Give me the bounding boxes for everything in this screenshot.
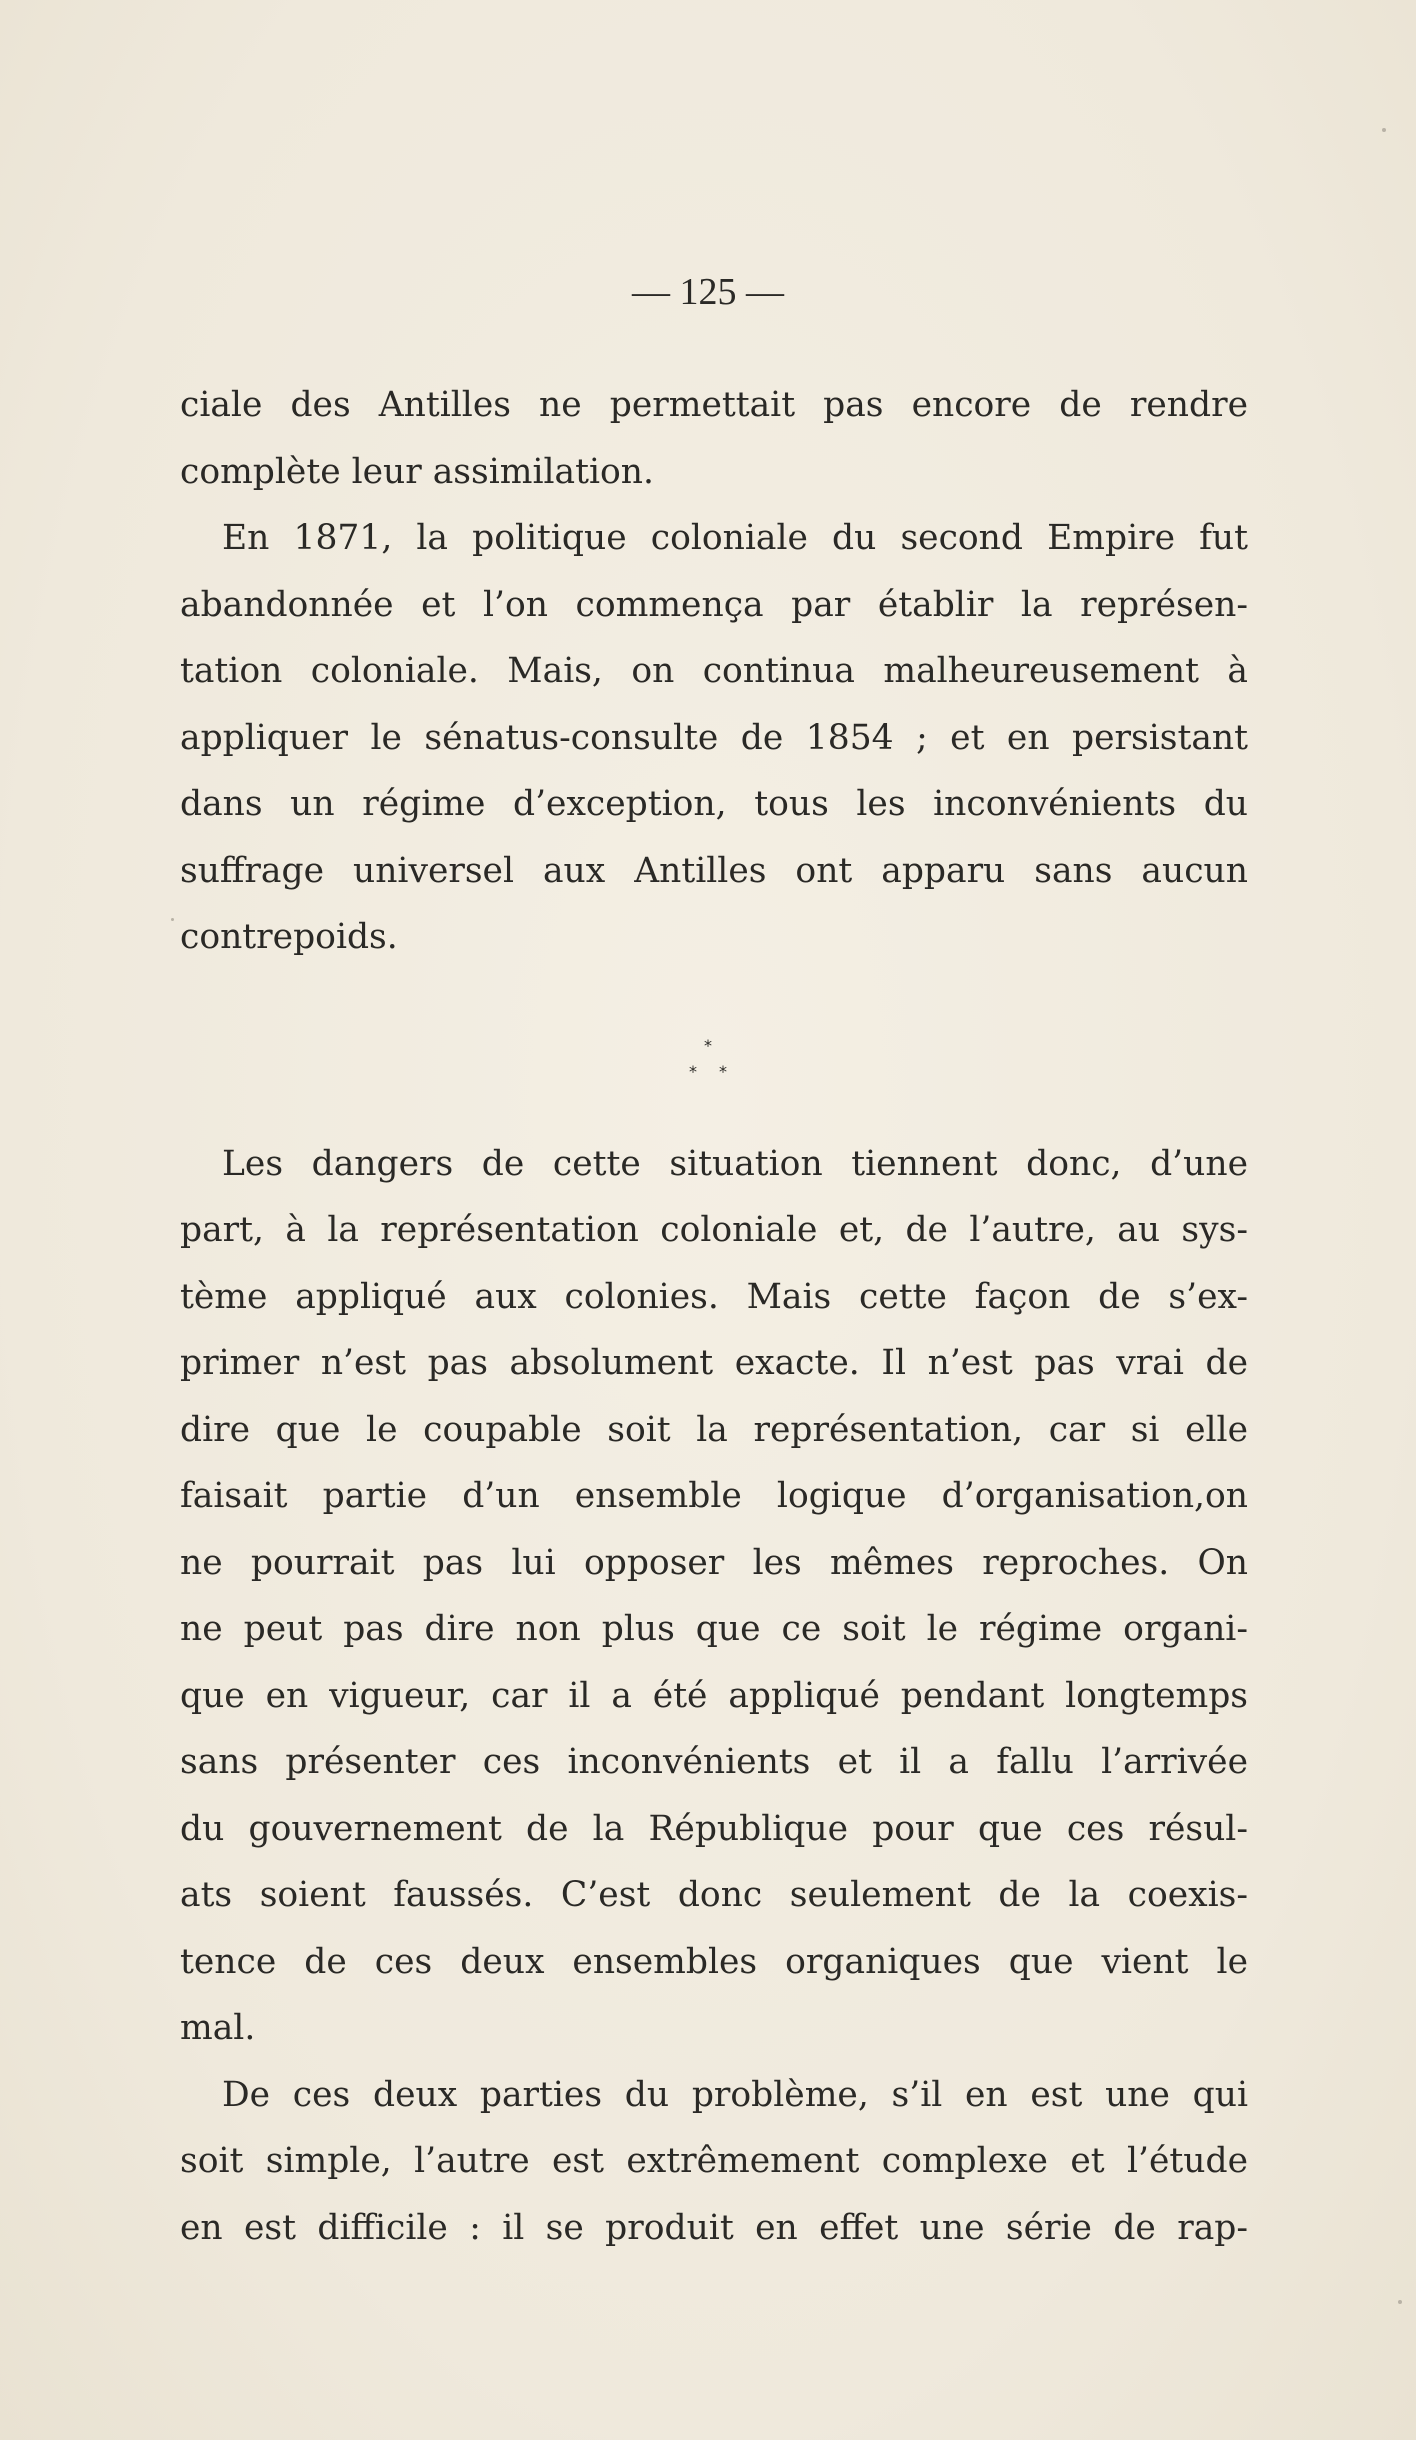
text-line: part, à la représentation coloniale et, de l’autre, au sys- <box>180 1210 1248 1250</box>
text-line: primer n’est pas absolument exacte. Il n’est pas vrai de <box>180 1343 1248 1383</box>
text-line: dire que le coupable soit la représentation, car si elle <box>180 1409 1248 1450</box>
text-line: ne peut pas dire non plus que ce soit le régime organi- <box>180 1609 1248 1649</box>
paragraph-2 <box>180 505 1248 971</box>
text-line: suffrage universel aux Antilles ont apparu sans aucun <box>180 850 1248 891</box>
text-line: abandonnée et l’on commença par établir la représen- <box>180 584 1248 625</box>
paragraph-4 <box>180 2062 1248 2262</box>
scan-speck <box>1382 128 1386 132</box>
text-line: tence de ces deux ensembles organiques que vient le <box>180 1941 1248 1982</box>
text-line: soit simple, l’autre est extrêmement complexe et l’étude <box>180 2141 1248 2181</box>
text-line: faisait partie d’un ensemble logique d’organisation,on <box>180 1476 1248 1516</box>
scan-speck <box>171 918 174 921</box>
text-line: du gouvernement de la République pour que ces résul- <box>180 1808 1248 1849</box>
text-line: contrepoids. <box>180 917 398 957</box>
text-line: sans présenter ces inconvénients et il a fallu l’arrivée <box>180 1742 1248 1782</box>
text-line: ciale des Antilles ne permettait pas encore de rendre <box>180 385 1248 425</box>
text-line: De ces deux parties du problème, s’il en est une qui <box>222 2074 1248 2115</box>
text-line: tation coloniale. Mais, on continua malheureusement à <box>180 651 1248 691</box>
text-line: En 1871, la politique coloniale du second Empire fut <box>222 518 1248 558</box>
asterisk-ornament: * <box>689 1061 697 1081</box>
asterisk-ornament: * <box>719 1061 727 1081</box>
page-number: — 125 — <box>632 271 784 313</box>
text-line: ats soient faussés. C’est donc seulement de la coexis- <box>180 1875 1248 1915</box>
text-line: en est difficile : il se produit en effet une série de rap- <box>180 2207 1248 2248</box>
text-line: Les dangers de cette situation tiennent donc, d’une <box>222 1143 1248 1184</box>
scan-speck <box>1398 2300 1402 2304</box>
text-line: complète leur assimilation. <box>180 451 654 492</box>
paragraph-1 <box>180 372 1248 505</box>
text-line: que en vigueur, car il a été appliqué pendant longtemps <box>180 1675 1248 1716</box>
paragraph-3 <box>180 1131 1248 2062</box>
text-line: appliquer le sénatus-consulte de 1854 ; et en persistant <box>180 717 1248 758</box>
section-separator <box>180 971 1248 1131</box>
asterisk-ornament: * <box>704 1035 712 1055</box>
text-line: ne pourrait pas lui opposer les mêmes reproches. On <box>180 1542 1248 1583</box>
text-line: mal. <box>180 2008 256 2048</box>
text-line: tème appliqué aux colonies. Mais cette façon de s’ex- <box>180 1276 1248 1317</box>
body-text <box>180 372 1248 2261</box>
text-line: dans un régime d’exception, tous les inconvénients du <box>180 784 1248 824</box>
